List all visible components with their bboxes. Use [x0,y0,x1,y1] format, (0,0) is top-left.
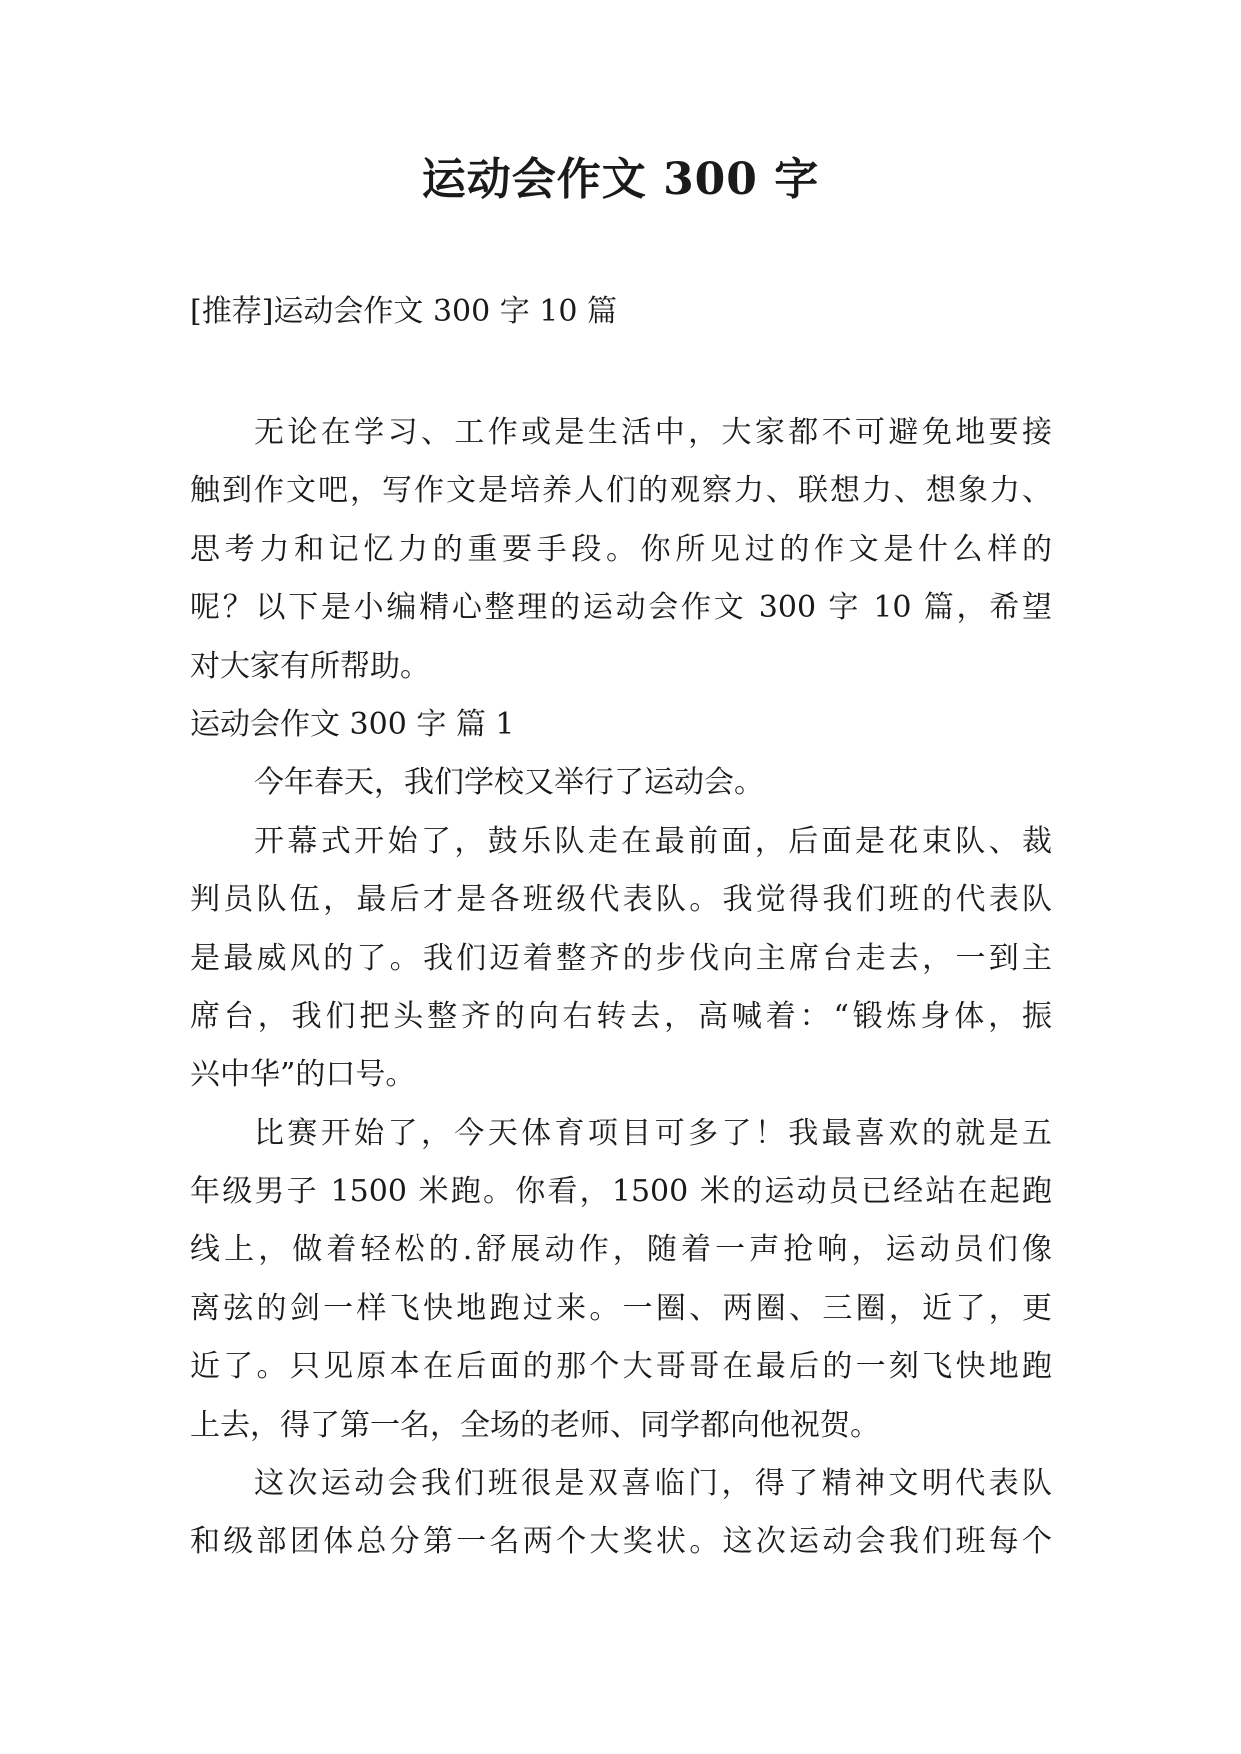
paragraph-line: 呢？以下是小编精心整理的运动会作文 300 字 10 篇，希望 [190,590,1052,626]
document-subtitle: [推荐]运动会作文 300 字 10 篇 [190,294,617,329]
paragraph-line: 对大家有所帮助。 [190,648,430,684]
paragraph-line: 年级男子 1500 米跑。你看，1500 米的运动员已经站在起跑 [190,1174,1052,1210]
paragraph-line: 上去，得了第一名，全场的老师、同学都向他祝贺。 [190,1407,880,1443]
paragraph-line: 无论在学习、工作或是生活中，大家都不可避免地要接 [254,415,1052,450]
paragraph-line: 是最威风的了。我们迈着整齐的步伐向主席台走去，一到主 [190,940,1052,976]
paragraph-line: 席台，我们把头整齐的向右转去，高喊着：“锻炼身体，振 [190,998,1052,1034]
paragraph-line: 线上，做着轻松的.舒展动作，随着一声抢响，运动员们像 [190,1232,1052,1268]
paragraph-line: 兴中华”的口号。 [190,1057,416,1093]
paragraph-line: 今年春天，我们学校又举行了运动会。 [254,765,764,801]
paragraph-line: 离弦的剑一样飞快地跑过来。一圈、两圈、三圈，近了，更 [190,1290,1052,1326]
paragraph-line: 思考力和记忆力的重要手段。你所见过的作文是什么样的 [190,531,1052,567]
paragraph-line: 和级部团体总分第一名两个大奖状。这次运动会我们班每个 [190,1524,1052,1560]
paragraph-line: 比赛开始了，今天体育项目可多了！我最喜欢的就是五 [254,1115,1052,1151]
paragraph-line: 近了。只见原本在后面的那个大哥哥在最后的一刻飞快地跑 [190,1349,1052,1385]
document-body [190,404,1052,1572]
document-title: 运动会作文 300 字 [421,154,820,205]
section-heading: 运动会作文 300 字 篇 1 [190,706,515,742]
paragraph-line: 触到作文吧，写作文是培养人们的观察力、联想力、想象力、 [190,473,1052,509]
paragraph-line: 判员队伍，最后才是各班级代表队。我觉得我们班的代表队 [190,882,1052,918]
paragraph-line: 开幕式开始了，鼓乐队走在最前面，后面是花束队、裁 [254,823,1052,859]
paragraph-line: 这次运动会我们班很是双喜临门，得了精神文明代表队 [254,1466,1052,1502]
